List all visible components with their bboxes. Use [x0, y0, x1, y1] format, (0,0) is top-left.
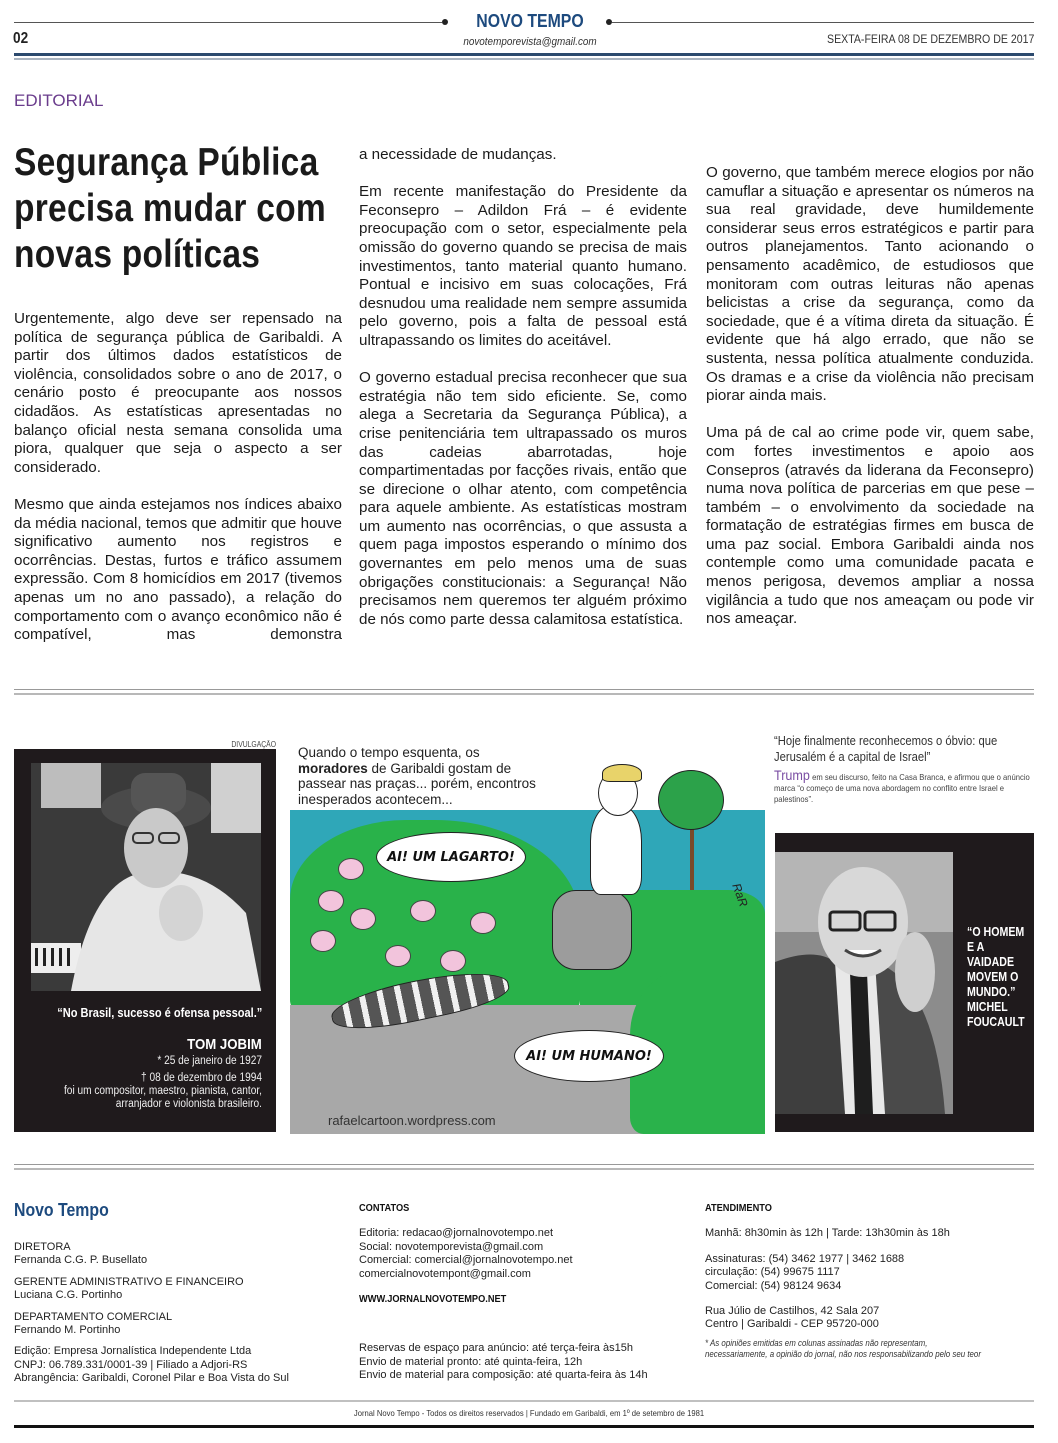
company-info [14, 1345, 344, 1385]
section-divider [14, 689, 1034, 690]
staff-role: DIRETORA [14, 1241, 71, 1253]
quote-line: “O HOMEM [967, 925, 1025, 939]
trump-quote: “Hoje finalmente reconhecemos o óbvio: que Jerusalém é a capital de Israel” [774, 734, 998, 764]
section-label: EDITORIAL [14, 91, 104, 110]
trump-name: Trump [774, 767, 810, 783]
deadline-line: Reservas de espaço para anúncio: até terça-feira às15h [359, 1342, 633, 1355]
footer-divider [14, 1164, 1034, 1165]
deadline-line: Envio de material pronto: até quinta-feira, 12h [359, 1355, 583, 1368]
article-paragraph: Uma pá de cal ao crime pode vir, quem sabe, com fortes investimentos e apoio aos Consepros (através da liderana da Feconsepro) numa nova política de parcerias em que pese – também – o envolvimento da sociedade na formatação de estratégias firmes em busca de uma paz social. Embora Garibaldi ainda nos contemple como uma comunidade pacata e menos perigosa, devemos ampliar a nossa vigilância a tudo que nos ameaçam ou pode vir nos ameaçar. [706, 424, 1034, 628]
opening-hours: Manhã: 8h30min às 12h | Tarde: 13h30min às 18h [705, 1227, 950, 1240]
footer-rule-black [14, 1425, 1034, 1428]
cartoon-caption [298, 745, 558, 807]
section-divider [14, 693, 1034, 695]
company-line: CNPJ: 06.789.331/0001-39 | Filiado a Adjori-RS [14, 1358, 248, 1371]
service-heading: ATENDIMENTO [705, 1202, 772, 1214]
jobim-name: TOM JOBIM [187, 1036, 262, 1053]
woman-hair [602, 764, 642, 782]
staff-entry [14, 1311, 344, 1338]
flower-icon [318, 890, 344, 912]
masthead-rule-blue [14, 53, 1034, 56]
newspaper-title: NOVO TEMPO [476, 11, 584, 31]
article-paragraph: Em recente manifestação do Presidente da Feconsepro – Adildon Frá – é evidente preocupação com o setor, especialmente pela omissão do governo quando se precisa de mais investimentos, tanto material quanto humano. Pontual e incisivo em suas colocações, Frá desnudou uma realidade nem sempre assumida pelo governo, pois a falta de pessoal está ultrapassando os limites do aceitável. [359, 183, 687, 349]
flower-icon [410, 900, 436, 922]
masthead-rule-left [14, 22, 442, 23]
caption-text: Quando o tempo esquenta, os [298, 745, 480, 760]
phone-line: circulação: (54) 99675 1117 [705, 1266, 840, 1279]
staff-role: DEPARTAMENTO COMERCIAL [14, 1310, 173, 1323]
article-paragraph: Mesmo que ainda estejamos nos índices abaixo da média nacional, temos que admitir que houve significativo aumento nos registros e ocorrências. Destas, furtos e tráfico assumem expressão. Com 8 homicídios em 2017 (tivemos apenas um no ano passado), a relação do comportamento com o avanço econômico não é compatível, mas demonstra [14, 495, 342, 644]
flower-icon [440, 950, 466, 972]
contacts-heading: CONTATOS [359, 1202, 410, 1214]
issue-date: SEXTA-FEIRA 08 DE DEZEMBRO DE 2017 [826, 34, 1034, 46]
cartoon-watermark[interactable]: rafaelcartoon.wordpress.com [328, 1113, 496, 1128]
website-link[interactable]: WWW.JORNALNOVOTEMPO.NET [359, 1293, 507, 1306]
article-paragraph: a necessidade de mudanças. [359, 146, 557, 163]
trump-note [774, 767, 1044, 805]
portrait-illustration-icon [775, 852, 953, 1114]
artist-signature: RaR [729, 881, 751, 909]
footer-contacts [359, 1202, 689, 1391]
foucault-quote [967, 925, 1035, 1030]
deadline-line: Envio de material para composição: até quarta-feira às 14h [359, 1369, 648, 1382]
tree-canopy-icon [658, 770, 724, 830]
quote-line: MUNDO.” [967, 985, 1016, 999]
quote-line: VAIDADE [967, 955, 1015, 969]
page-number: 02 [13, 30, 29, 47]
jobim-bio [33, 1055, 262, 1111]
quote-author: MICHEL [967, 1000, 1008, 1014]
footer-staff [14, 1241, 344, 1394]
woman-figure [590, 805, 642, 895]
speech-bubble-lizard: AI! UM HUMANO! [514, 1030, 664, 1082]
jobim-quote: “No Brasil, sucesso é ofensa pessoal.” [56, 1005, 262, 1020]
jobim-photo [31, 763, 261, 991]
company-line: Abrangência: Garibaldi, Coronel Pilar e Boa Vista do Sul [14, 1372, 289, 1385]
quote-line: MOVEM O [967, 970, 1019, 984]
article-column-2 [359, 146, 687, 648]
woman-legs [552, 890, 632, 970]
flower-icon [310, 930, 336, 952]
jobim-bio-line: arranjador e violonista brasileiro. [115, 1098, 263, 1110]
footer-service [705, 1202, 1045, 1361]
footer-rule-gray [14, 1400, 1034, 1402]
portrait-illustration-icon [31, 763, 261, 991]
caption-bold: moradores [298, 760, 368, 776]
staff-entry [14, 1276, 344, 1303]
flower-icon [470, 912, 496, 934]
disclaimer-line: necessariamente, a opinião do jornal, não nos responsabilizando pelo seu teor [705, 1349, 981, 1360]
contact-email[interactable]: Social: novotemporevista@gmail.com [359, 1240, 544, 1253]
foucault-photo [775, 852, 953, 1114]
footer-brand: Novo Tempo [14, 1200, 109, 1220]
footer-divider [14, 1168, 1034, 1170]
article-paragraph: O governo estadual precisa reconhecer que sua estratégia não tem sido eficiente. Se, como alega a Secretaria da Segurança Pública), a crise penitenciária tem ultrapassado os muros das cadeias abarrotadas, hoje compartimentadas por facções rivais, então que se direcione o olhar atento, com competência para aquele ambiente. As estatísticas mostram um aumento nas ocorrências, o que assusta a quem paga impostos esperando o mínimo dos governantes em pelo menos uma de suas obrigações constitucionais: a Segurança! Não precisamos nem queremos ter alguém próximo de nós como parte dessa calamitosa estatística. [359, 369, 687, 628]
staff-name: Fernanda C.G. P. Busellato [14, 1254, 148, 1267]
disclaimer-line: * As opiniões emitidas em colunas assinadas não representam, [705, 1337, 928, 1348]
article-paragraph: Urgentemente, algo deve ser repensado na política de segurança pública de Garibaldi. A partir dos últimos dados estatísticos de violência, consolidados sobre o ano de 2017, o cenário posto é preocupante aos nossos cidadãos. As estatísticas apresentadas no balanço oficial nesta semana consolida uma piora, qualquer que seja o aspecto a ser considerado. [14, 310, 342, 476]
flower-icon [350, 908, 376, 930]
contact-email[interactable]: comercialnovotempont@gmail.com [359, 1267, 531, 1280]
masthead-dot-left [442, 19, 448, 25]
caption-text: de Garibaldi gostam de passear nas praças... porém, encontros inesperados acontecem... [298, 760, 536, 807]
address-line: Centro | Garibaldi - CEP 95720-000 [705, 1318, 879, 1331]
contact-email[interactable]: Editoria: redacao@jornalnovotempo.net [359, 1227, 554, 1240]
article-column-1 [14, 310, 342, 663]
foucault-quote-card [775, 833, 1034, 1132]
disclaimer [705, 1338, 1029, 1361]
article-paragraph: O governo, que também merece elogios por não camuflar a situação e apresentar os números na sua real gravidade, deve humildemente considerar seus erros estratégicos e partir para outros planejamentos. Tanto acionando o pensamento acadêmico, de estudiosos que monitoram com outras leituras não apenas belicistas a crise da segurança, como da sociedade, que é a vítima direta da situação. É evidente que há algo errado, que não se sustenta, nessa política atualmente conduzida. Os dramas e a crise da violência não precisam piorar ainda mais. [706, 164, 1034, 405]
jobim-quote-card [14, 749, 276, 1132]
jobim-born: * 25 de janeiro de 1927 [157, 1055, 262, 1067]
photo-credit: DIVULGAÇÃO [231, 740, 276, 749]
article-headline: Segurança Pública precisa mudar com novas políticas [14, 141, 326, 276]
quote-author: FOUCAULT [967, 1015, 1025, 1029]
jobim-bio-line: foi um compositor, maestro, pianista, cantor, [63, 1085, 262, 1097]
cartoon-strip [290, 740, 765, 1134]
trump-note-text: em seu discurso, feito na Casa Branca, e afirmou que o anúncio marca “o começo de uma nova abordagem no conflito entre Israel e palestinos”. [774, 772, 1030, 804]
staff-entry [14, 1241, 344, 1268]
staff-name: Fernando M. Portinho [14, 1324, 121, 1337]
quote-line: E A [967, 940, 985, 954]
masthead-email[interactable]: novotemporevista@gmail.com [463, 36, 597, 48]
jobim-died: † 08 de dezembro de 1994 [141, 1072, 262, 1084]
address-line: Rua Júlio de Castilhos, 42 Sala 207 [705, 1305, 880, 1318]
article-column-3 [706, 164, 1034, 647]
copyright-notice: Jornal Novo Tempo - Todos os direitos reservados | Fundado em Garibaldi, em 1º de setembro de 1981 [353, 1408, 705, 1418]
phone-line: Assinaturas: (54) 3462 1977 | 3462 1688 [705, 1252, 905, 1265]
company-line: Edição: Empresa Jornalística Independente Ltda [14, 1345, 252, 1358]
phone-line: Comercial: (54) 98124 9634 [705, 1279, 842, 1292]
masthead-rule-gray [14, 58, 1034, 60]
speech-bubble-woman: AI! UM LAGARTO! [376, 832, 526, 882]
masthead-rule-right [612, 22, 1034, 23]
staff-role: GERENTE ADMINISTRATIVO E FINANCEIRO [14, 1275, 244, 1288]
contact-email[interactable]: Comercial: comercial@jornalnovotempo.net [359, 1254, 573, 1267]
flower-icon [338, 858, 364, 880]
flower-icon [385, 945, 411, 967]
staff-name: Luciana C.G. Portinho [14, 1289, 123, 1302]
